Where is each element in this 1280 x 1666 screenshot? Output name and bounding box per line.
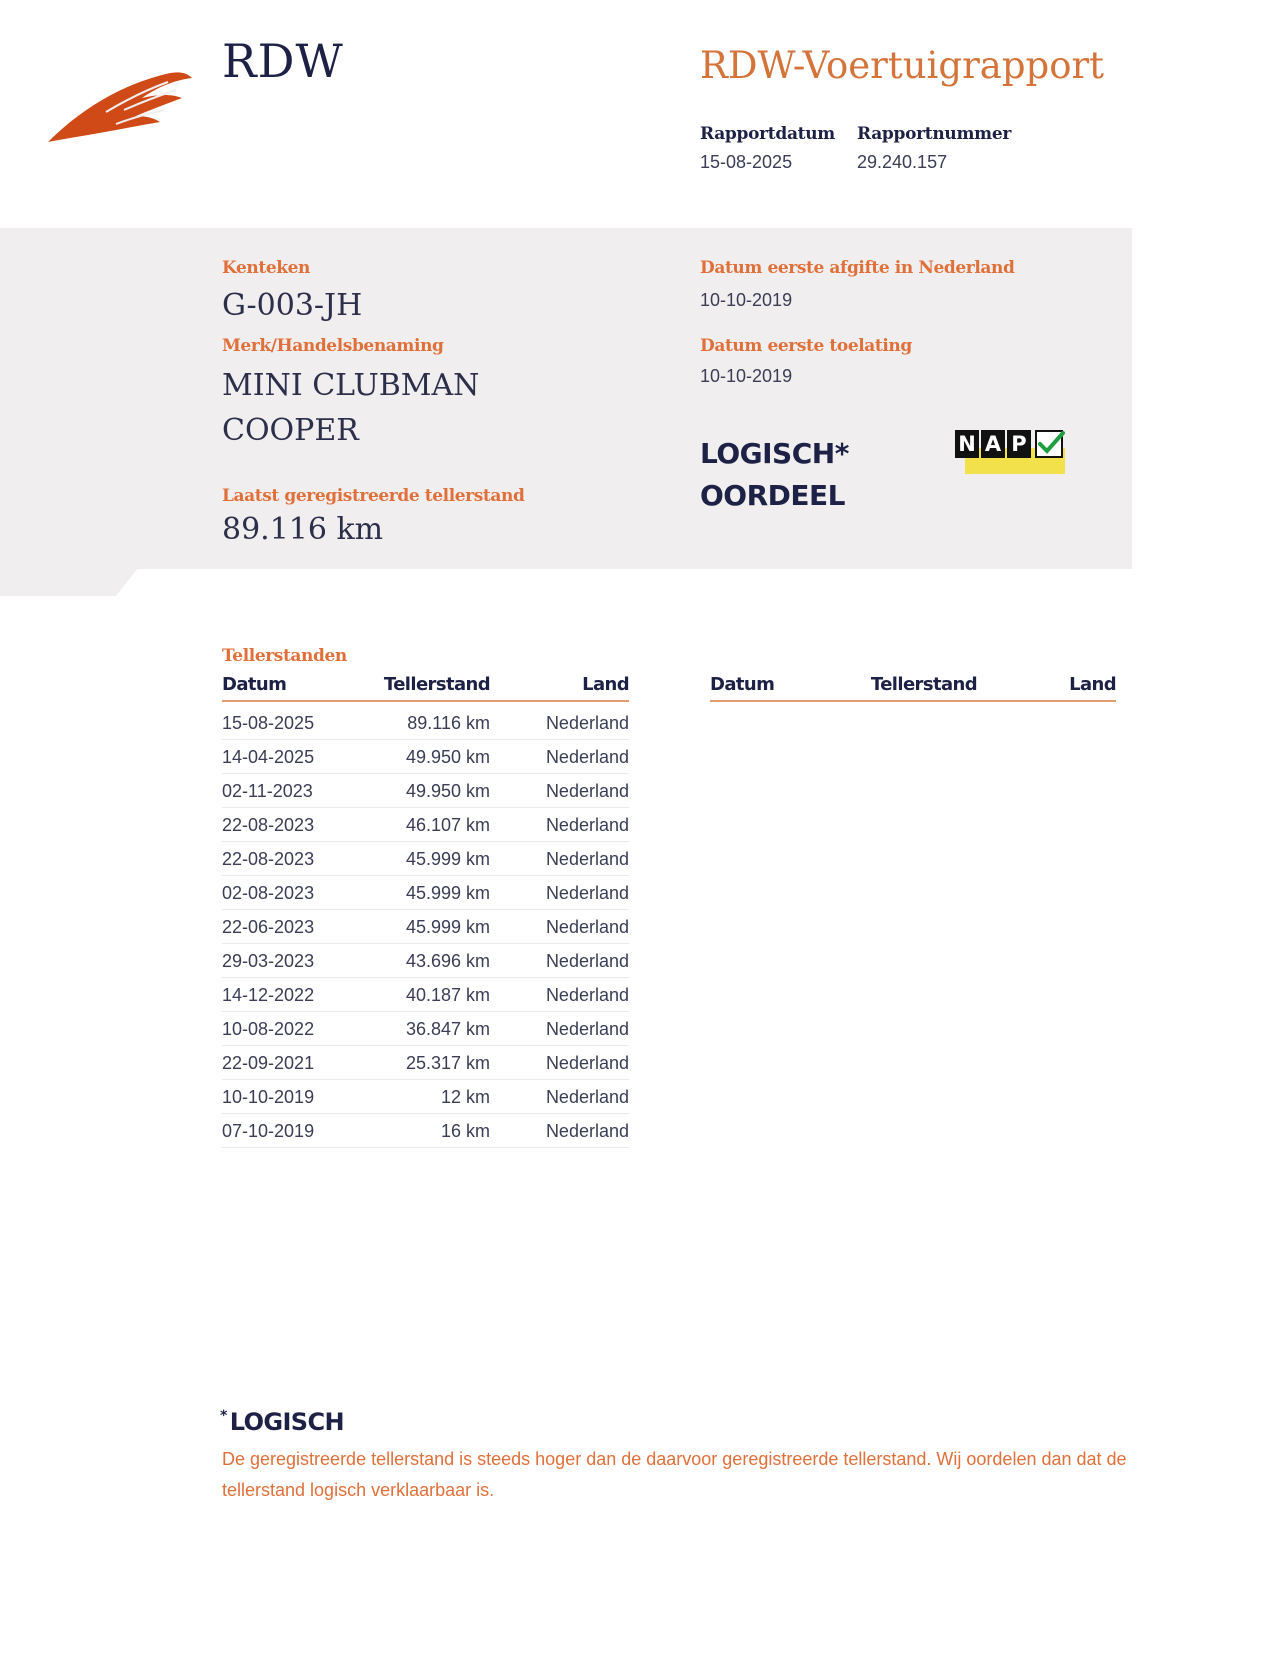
reading-date: 22-09-2021 — [222, 1053, 315, 1073]
reading-km: 89.116 km — [407, 713, 490, 733]
table-row — [222, 1012, 629, 1046]
table-row — [222, 842, 629, 876]
reading-land: Nederland — [545, 1121, 629, 1141]
col-tellerstand: Tellerstand — [870, 674, 977, 695]
reading-km: 45.999 km — [405, 917, 490, 937]
col-land: Land — [582, 674, 629, 695]
reading-km: 45.999 km — [405, 883, 490, 903]
nap-letter-a: A — [981, 430, 1005, 458]
table-row — [222, 740, 629, 774]
reading-date: 14-04-2025 — [222, 747, 315, 767]
verdict-line-2: OORDEEL — [700, 479, 846, 512]
reading-land: Nederland — [545, 1053, 629, 1073]
reading-land: Nederland — [545, 985, 629, 1005]
nap-badge — [955, 428, 1073, 478]
report-title: RDW-Voertuigrapport — [700, 44, 1105, 87]
reading-date: 29-03-2023 — [222, 951, 315, 971]
make-line-2: COOPER — [222, 413, 359, 448]
footnote-star: * — [220, 1408, 227, 1424]
reading-land: Nederland — [545, 883, 629, 903]
report-number: 29.240.157 — [857, 152, 948, 172]
make-line-1: MINI CLUBMAN — [222, 368, 480, 403]
nap-letter-n: N — [955, 430, 979, 458]
reading-date: 14-12-2022 — [222, 985, 315, 1005]
reading-date: 10-10-2019 — [222, 1087, 315, 1107]
reading-km: 46.107 km — [405, 815, 490, 835]
reading-date: 02-08-2023 — [222, 883, 315, 903]
table-row — [222, 978, 629, 1012]
table-row — [222, 910, 629, 944]
odometer-label: Laatst geregistreerde tellerstand — [222, 486, 525, 506]
verdict-line-1: LOGISCH* — [700, 437, 849, 470]
readings-title: Tellerstanden — [222, 646, 347, 666]
footnote-title-text: LOGISCH — [229, 1408, 344, 1436]
odometer-value: 89.116 km — [222, 512, 384, 547]
reading-land: Nederland — [545, 1087, 629, 1107]
make-label: Merk/Handelsbenaming — [222, 336, 444, 356]
reading-date: 22-06-2023 — [222, 917, 315, 937]
table-row — [222, 1114, 629, 1148]
reading-date: 07-10-2019 — [222, 1121, 315, 1141]
license-plate: G-003-JH — [222, 288, 363, 323]
first-nl-label: Datum eerste afgifte in Nederland — [700, 258, 1015, 278]
readings-table — [222, 706, 629, 1148]
reading-km: 43.696 km — [405, 951, 490, 971]
report-date-label: Rapportdatum — [700, 124, 835, 144]
report-date: 15-08-2025 — [700, 152, 793, 172]
reading-km: 49.950 km — [405, 781, 490, 801]
first-admission-date: 10-10-2019 — [700, 366, 793, 386]
reading-km: 12 km — [440, 1087, 490, 1107]
reading-land: Nederland — [545, 815, 629, 835]
reading-land: Nederland — [545, 849, 629, 869]
reading-land: Nederland — [545, 781, 629, 801]
table-row — [222, 774, 629, 808]
reading-date: 15-08-2025 — [222, 713, 315, 733]
rdw-feather-logo-icon — [46, 64, 196, 144]
col-datum: Datum — [710, 674, 775, 695]
reading-km: 49.950 km — [405, 747, 490, 767]
reading-date: 22-08-2023 — [222, 815, 315, 835]
col-tellerstand: Tellerstand — [383, 674, 490, 695]
reading-date: 10-08-2022 — [222, 1019, 315, 1039]
vehicle-summary-panel — [0, 228, 1132, 569]
table-row — [222, 876, 629, 910]
report-number-label: Rapportnummer — [857, 124, 1012, 144]
table-row — [222, 808, 629, 842]
reading-date: 02-11-2023 — [222, 781, 313, 801]
table-row — [222, 706, 629, 740]
reading-km: 36.847 km — [405, 1019, 490, 1039]
reading-km: 45.999 km — [405, 849, 490, 869]
brand-name: RDW — [222, 34, 344, 88]
nap-letter-p: P — [1007, 430, 1031, 458]
nap-checkmark-icon — [1035, 430, 1065, 458]
table-row — [222, 944, 629, 978]
footnote-text: De geregistreerde tellerstand is steeds hoger dan de daarvoor geregistreerde tellerstand. Wij oordelen dan dat de tellerstand logisch verklaarbaar is. — [222, 1449, 1127, 1500]
plate-label: Kenteken — [222, 258, 311, 278]
first-nl-date: 10-10-2019 — [700, 290, 793, 310]
panel-tail-decoration — [0, 568, 138, 596]
table-row — [222, 1046, 629, 1080]
table-row — [222, 1080, 629, 1114]
reading-date: 22-08-2023 — [222, 849, 315, 869]
reading-km: 40.187 km — [405, 985, 490, 1005]
footnote-title — [220, 1408, 344, 1436]
readings-table-header-left — [222, 674, 629, 702]
reading-land: Nederland — [545, 713, 629, 733]
reading-land: Nederland — [545, 917, 629, 937]
reading-km: 25.317 km — [405, 1053, 490, 1073]
col-land: Land — [1069, 674, 1116, 695]
col-datum: Datum — [222, 674, 287, 695]
reading-km: 16 km — [440, 1121, 490, 1141]
first-admission-label: Datum eerste toelating — [700, 336, 912, 356]
reading-land: Nederland — [545, 1019, 629, 1039]
reading-land: Nederland — [545, 951, 629, 971]
readings-table-header-right — [710, 674, 1116, 702]
reading-land: Nederland — [545, 747, 629, 767]
